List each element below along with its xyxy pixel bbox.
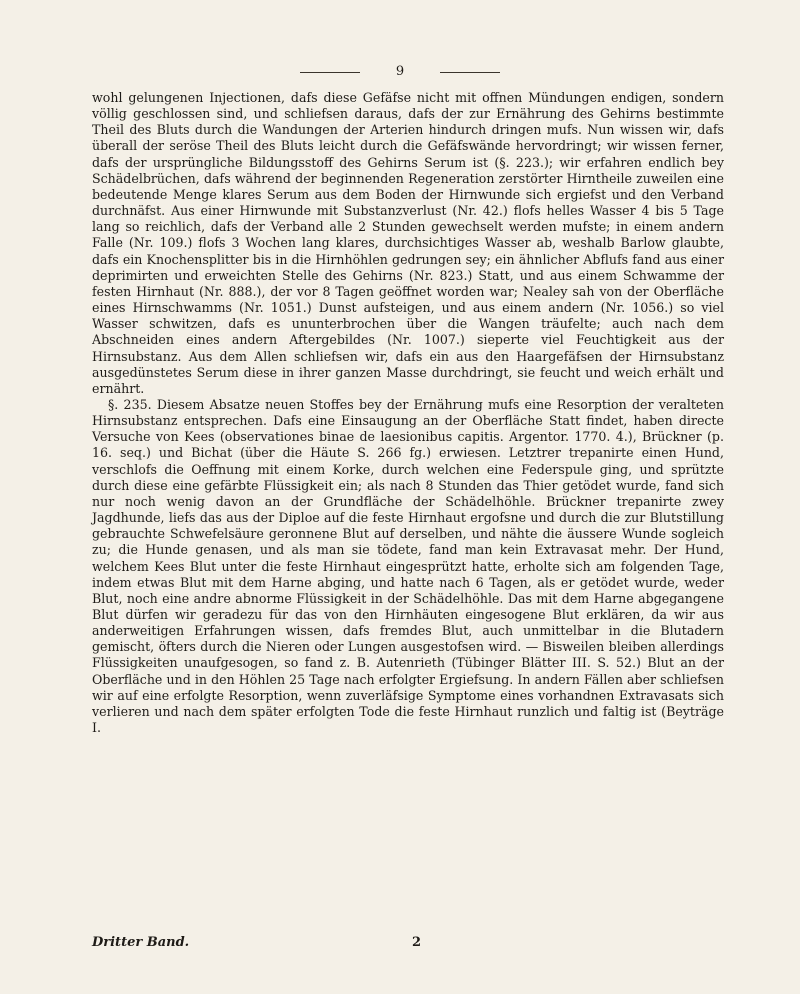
signature-label: Dritter Band.	[92, 935, 190, 950]
header-rule-right	[440, 72, 500, 73]
header-rule-left	[300, 72, 360, 73]
paragraph-1: wohl gelungenen Injectionen, dafs diese Gefäfse nicht mit offnen Mündungen endigen, sondern völlig geschlossen sind, und schliefsen daraus, dafs der zur Ernährung des Gehirns bestimmte Theil des Bluts durch die Wandungen der Arterien hindurch dringen mufs. Nun wissen wir, dafs überall der seröse Theil des Bluts leicht durch die Gefäfswände hervordringt; wir wissen ferner, dafs der ursprüngliche Bildungsstoff des Gehirns Serum ist (§. 223.); wir erfahren endlich bey Schädelbrüchen, dafs während der beginnenden Regeneration zerstörter Hirntheile zuweilen eine bedeutende Menge klares Serum aus dem Boden der Hirnwunde sich ergiefst und den Verband durchnäfst. Aus einer Hirnwunde mit Substanzverlust (Nr. 42.) flofs helles Wasser 4 bis 5 Tage lang so reichlich, dafs der Verband alle 2 Stunden gewechselt werden mufste; in einem andern Falle (Nr. 109.) flofs 3 Wochen lang klares, durchsichtiges Wasser ab, weshalb Barlow glaubte, dafs ein Knochensplitter bis in die Hirnhöhlen gedrungen sey; ein ähnlicher Abflufs fand aus einer deprimirten und erweichten Stelle des Gehirns (Nr. 823.) Statt, und aus einem Schwamme der festen Hirnhaut (Nr. 888.), der vor 8 Tagen geöffnet worden war; Nealey sah von der Oberfläche eines Hirnschwamms (Nr. 1051.) Dunst aufsteigen, und aus einem andern (Nr. 1056.) so viel Wasser schwitzen, dafs es ununterbrochen über die Wangen träufelte; auch nach dem Abschneiden eines andern Aftergebildes (Nr. 1007.) sieperte viel Feuchtigkeit aus der Hirnsubstanz. Aus dem Allen schliefsen wir, dafs ein aus den Haargefäfsen der Hirnsubstanz ausgedünstetes Serum diese in ihrer ganzen Masse durchdringt, sie feucht und weich erhält und ernährt.	[92, 90, 724, 396]
body-text	[92, 90, 724, 736]
signature-number: 2	[412, 935, 422, 950]
page-header	[0, 62, 800, 82]
page-number: 9	[395, 64, 405, 79]
paragraph-2: §. 235. Diesem Absatze neuen Stoffes bey der Ernährung mufs eine Resorption der veralteten Hirnsubstanz entsprechen. Dafs eine Einsaugung an der Oberfläche Statt findet, haben directe Versuche von Kees (observationes binae de laesionibus capitis. Argentor. 1770. 4.), Brückner (p. 16. seq.) und Bichat (über die Häute S. 266 fg.) erwiesen. Letztrer trepanirte einen Hund, verschlofs die Oeffnung mit einem Korke, durch welchen eine Federspule ging, und sprützte durch diese eine gefärbte Flüssigkeit ein; als nach 8 Stunden das Thier getödet wurde, fand sich nur noch wenig davon an der Grundfläche der Schädelhöhle. Brückner trepanirte zwey Jagdhunde, liefs das aus der Diploe auf die feste Hirnhaut ergofsne und durch die zur Blutstillung gebrauchte Schwefelsäure geronnene Blut auf derselben, und nähte die äussere Wunde sogleich zu; die Hunde genasen, und als man sie tödete, fand man kein Extravasat mehr. Der Hund, welchem Kees Blut unter die feste Hirnhaut eingesprützt hatte, erholte sich am folgenden Tage, indem etwas Blut mit dem Harne abging, und hatte nach 6 Tagen, als er getödet wurde, weder Blut, noch eine andre abnorme Flüssigkeit in der Schädelhöhle. Das mit dem Harne abgegangene Blut dürfen wir geradezu für das von den Hirnhäuten eingesogene Blut erklären, da wir aus anderweitigen Erfahrungen wissen, dafs fremdes Blut, auch unmittelbar in die Blutadern gemischt, öfters durch die Nieren oder Lungen ausgestofsen wird. — Bisweilen bleiben allerdings Flüssigkeiten unaufgesogen, so fand z. B. Autenrieth (Tübinger Blätter III. S. 52.) Blut an der Oberfläche und in den Höhlen 25 Tage nach erfolgter Ergiefsung. In andern Fällen aber schliefsen wir auf eine erfolgte Resorption, wenn zuverläfsige Symptome eines vorhandnen Extravasats sich verlieren und nach dem später erfolgten Tode die feste Hirnhaut runzlich und faltig ist (Beyträge I.	[92, 396, 724, 736]
page-footer	[92, 934, 724, 952]
